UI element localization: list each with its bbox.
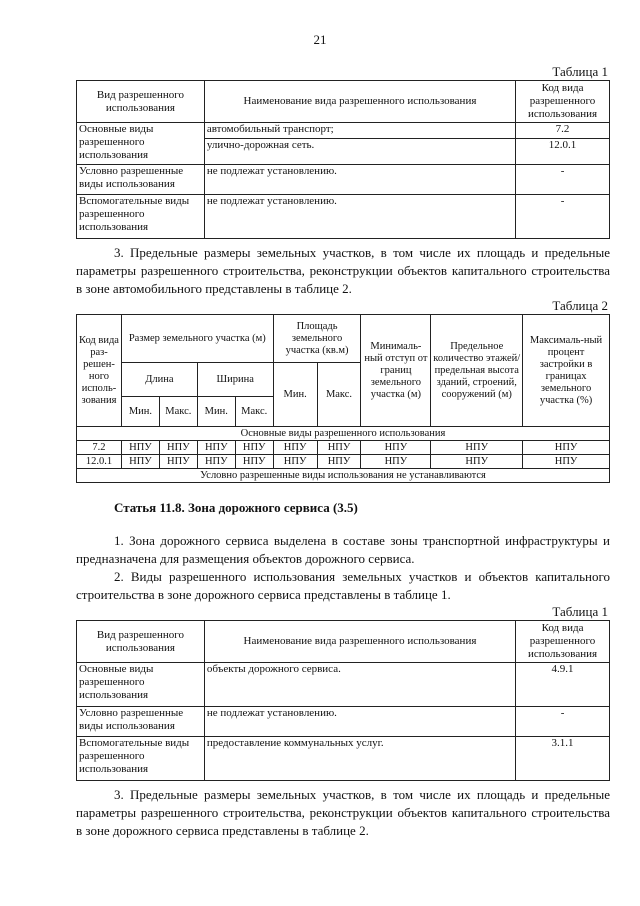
cell-use-name: объекты дорожного сервиса. bbox=[204, 663, 515, 707]
header-use-type: Вид разрешенного использования bbox=[77, 621, 205, 663]
table-caption: Таблица 1 bbox=[552, 64, 608, 79]
header-setback: Минималь-ный отступ от границ земельного участка (м) bbox=[361, 315, 431, 427]
header-use-code: Код вида разрешенного использования bbox=[516, 621, 610, 663]
cell-value: НПУ bbox=[159, 455, 197, 469]
header-floors: Предельное количество этажей/ предельная высота зданий, строений, сооружений (м) bbox=[431, 315, 523, 427]
cell-use-type: Вспомогательные виды разрешенного использования bbox=[77, 737, 205, 781]
header-use-name: Наименование вида разрешенного использования bbox=[204, 621, 515, 663]
header-use-name: Наименование вида разрешенного использования bbox=[204, 81, 515, 123]
cell-code: 7.2 bbox=[77, 441, 122, 455]
header-width-max: Макс. bbox=[235, 397, 273, 427]
cell-use-name: не подлежат установлению. bbox=[204, 165, 515, 195]
plot-parameters-table-auto bbox=[76, 314, 610, 483]
cell-value: НПУ bbox=[523, 455, 610, 469]
cell-value: НПУ bbox=[235, 455, 273, 469]
paragraph bbox=[76, 532, 610, 604]
header-width: Ширина bbox=[197, 363, 273, 397]
header-area-max: Макс. bbox=[317, 363, 361, 427]
cell-use-name: предоставление коммунальных услуг. bbox=[204, 737, 515, 781]
cell-value: НПУ bbox=[317, 455, 361, 469]
paragraph bbox=[76, 244, 610, 298]
cell-use-code: - bbox=[516, 165, 610, 195]
paragraph bbox=[76, 786, 610, 840]
cell-value: НПУ bbox=[159, 441, 197, 455]
cell-value: НПУ bbox=[431, 455, 523, 469]
header-width-min: Мин. bbox=[197, 397, 235, 427]
header-use-type: Вид разрешенного использования bbox=[77, 81, 205, 123]
paragraph-text: 3. Предельные размеры земельных участков, в том числе их площадь и предельные параметры разрешенного строительства, реконструкции объектов капитального строительства в зоне автомобильного представлены в таблице 2. bbox=[76, 245, 610, 296]
header-length-max: Макс. bbox=[159, 397, 197, 427]
cell-value: НПУ bbox=[523, 441, 610, 455]
paragraph-text: 2. Виды разрешенного использования земельных участков и объектов капитального строительства в зоне дорожного сервиса представлены в таблице 1. bbox=[76, 569, 610, 602]
cell-value: НПУ bbox=[317, 441, 361, 455]
cell-use-type: Условно разрешенные виды использования bbox=[77, 707, 205, 737]
cell-use-type: Вспомогательные виды разрешенного использования bbox=[77, 195, 205, 239]
cell-value: НПУ bbox=[361, 455, 431, 469]
table-caption: Таблица 1 bbox=[552, 604, 608, 619]
article-heading: Статья 11.8. Зона дорожного сервиса (3.5) bbox=[114, 500, 358, 515]
page-number: 21 bbox=[313, 32, 327, 47]
cell-value: НПУ bbox=[197, 441, 235, 455]
cell-value: НПУ bbox=[273, 455, 317, 469]
cell-use-code: - bbox=[516, 707, 610, 737]
header-area-min: Мин. bbox=[273, 363, 317, 427]
cell-code: 12.0.1 bbox=[77, 455, 122, 469]
cell-use-type: Основные виды разрешенного использования bbox=[77, 663, 205, 707]
cell-use-type: Основные виды разрешенного использования bbox=[77, 123, 205, 165]
cell-use-name: не подлежат установлению. bbox=[204, 195, 515, 239]
cell-value: НПУ bbox=[431, 441, 523, 455]
cell-use-code: 3.1.1 bbox=[516, 737, 610, 781]
header-plot-area: Площадь земельного участка (кв.м) bbox=[273, 315, 361, 363]
cell-value: НПУ bbox=[235, 441, 273, 455]
cell-use-name: не подлежат установлению. bbox=[204, 707, 515, 737]
cell-use-code: 12.0.1 bbox=[516, 139, 610, 165]
cell-use-code: 7.2 bbox=[516, 123, 610, 139]
paragraph-text: 3. Предельные размеры земельных участков, в том числе их площадь и предельные параметры разрешенного строительства, реконструкции объектов капитального строительства в зоне дорожного сервиса представлены в таблице 2. bbox=[76, 787, 610, 838]
paragraph-text: 1. Зона дорожного сервиса выделена в составе зоны транспортной инфраструктуры и предназначена для размещения объектов дорожного сервиса. bbox=[76, 533, 610, 566]
permitted-use-table-road-service bbox=[76, 620, 610, 781]
cell-value: НПУ bbox=[121, 455, 159, 469]
table-caption: Таблица 2 bbox=[552, 298, 608, 313]
cell-value: НПУ bbox=[273, 441, 317, 455]
cell-use-type: Условно разрешенные виды использования bbox=[77, 165, 205, 195]
table-row bbox=[77, 455, 610, 469]
header-code: Код вида раз-решен-ного исполь-зования bbox=[77, 315, 122, 427]
header-length-min: Мин. bbox=[121, 397, 159, 427]
section-row: Основные виды разрешенного использования bbox=[77, 427, 610, 441]
cell-use-name: улично-дорожная сеть. bbox=[204, 139, 515, 165]
header-coverage: Максималь-ный процент застройки в границах земельного участка (%) bbox=[523, 315, 610, 427]
header-length: Длина bbox=[121, 363, 197, 397]
cell-value: НПУ bbox=[361, 441, 431, 455]
cell-value: НПУ bbox=[121, 441, 159, 455]
cell-use-name: автомобильный транспорт; bbox=[204, 123, 515, 139]
cell-use-code: 4.9.1 bbox=[516, 663, 610, 707]
cell-use-code: - bbox=[516, 195, 610, 239]
header-plot-size: Размер земельного участка (м) bbox=[121, 315, 273, 363]
table-footer-row: Условно разрешенные виды использования не устанавливаются bbox=[77, 469, 610, 483]
cell-value: НПУ bbox=[197, 455, 235, 469]
permitted-use-table-auto bbox=[76, 80, 610, 239]
table-row bbox=[77, 441, 610, 455]
header-use-code: Код вида разрешенного использования bbox=[516, 81, 610, 123]
